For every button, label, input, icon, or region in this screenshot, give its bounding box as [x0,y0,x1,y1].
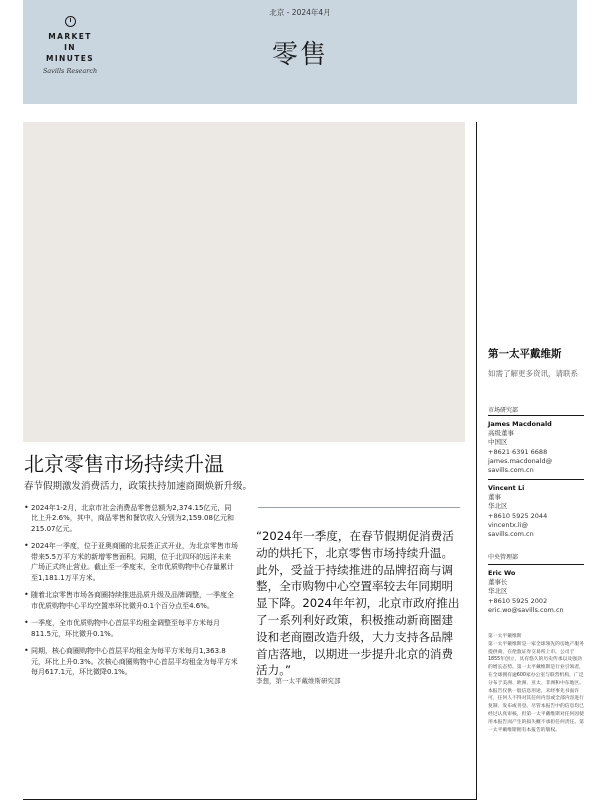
contact-name: Vincent Li [488,484,525,492]
contact-phone[interactable]: +8610 5925 2002 [488,596,548,605]
contact-region: 中国区 [488,438,508,447]
contact-card [488,420,584,475]
contact-name: Eric Wo [488,569,516,577]
contact-email-domain[interactable]: savills.com.cn [488,530,534,539]
about-title: 第一太平戴维斯 [488,634,522,639]
contact-title: 高级董事 [488,429,514,437]
sidebar-contact-note: 如需了解更多资讯，请联系 [488,369,578,378]
contact-phone[interactable]: +8621 6391 6688 [488,447,548,456]
contact-title: 董事长 [488,578,508,586]
key-point: • 2024年1-2月，北京市社会消费品零售总额为2,374.15亿元，同比上升2.6%，其中，商品零售和餐饮收入分别为2,159.08亿元和215.07亿元。 [24,503,238,534]
report-date: 北京 - 2024年4月 [269,8,331,17]
section-rule [488,479,584,480]
contact-email[interactable]: eric.wo@savills.com.cn [488,605,564,614]
contact-email[interactable]: james.macdonald@ [488,456,553,465]
contact-card [488,569,584,615]
about-text: 第一太平戴维斯是一家全球领先的房地产服务提供商，在伦敦证券交易所上市。公司于1855年创立，具有悠久的历史传承以及强劲的增长态势。第一太平戴维斯是行业引领者，在全球拥有逾600家办公室与联营机构，广泛分布于美洲、欧洲、亚太、非洲和中东地区。本报告仅供一般信息用途，未经事先书面许可，任何人不得对其任何内容或全部内容进行复制、发布或刊登。尽管本报告中的信息均已经过认真审核，但第一太平戴维斯对任何因使用本报告而产生的损失概不承担任何责任。第一太平戴维斯拥有本报告的版权。 [488,641,584,733]
section-rule [488,415,584,416]
logo-line-2: IN [64,43,76,52]
logo-line-1: MARKET [48,32,92,41]
section-rule [488,564,584,565]
section-label-management: 中央管理部 [488,554,519,561]
about-section [488,633,584,734]
contact-region: 华北区 [488,587,508,596]
contact-email[interactable]: vincentx.li@ [488,520,529,529]
sidebar-header [488,346,584,379]
key-point: • 随着北京零售市场各商圈持续推进品质升级及品牌调整，一季度全市优质购物中心平均空置率环比微升0.1个百分点至4.6%。 [24,590,238,611]
hero-image-placeholder [23,122,465,442]
logo-subtitle: Savills Research [42,67,98,75]
key-point: • 2024年一季度，位于亚奥商圈的北辰荟正式开业，为北京零售市场带来5.5万平方米的新增零售面积。同期，位于北四环的远洋未来广场正式终止营业。截止至一季度末，全市优质购物中心存量累计至1,181.1万平方米。 [24,541,238,583]
sidebar-org-name: 第一太平戴维斯 [488,348,562,360]
pull-quote: “2024年一季度，在春节假期促消费活动的烘托下，北京零售市场持续升温。此外，受益于持续推进的品牌招商与调整，全市购物中心空置率较去年同期明显下降。2024年年初，北京市政府推出了一系列利好政策，积极推动新商圈建设和老商圈改造升级，大力支持各品牌首店落地，以期进一步提升北京的消费活力。” [256,529,460,678]
contact-email-domain[interactable]: savills.com.cn [488,466,534,475]
section-label-research: 市场研究部 [488,407,519,414]
column-divider [476,122,477,800]
report-title: 零售 [271,40,328,70]
article-headline: 北京零售市场持续升温 [24,452,224,476]
contact-title: 董事 [488,493,501,501]
contact-name: James Macdonald [488,420,552,428]
contact-card [488,484,584,539]
quote-divider [258,507,460,508]
contact-phone[interactable]: +8610 5925 2044 [488,511,548,520]
header-banner [23,0,577,104]
key-points-list [24,503,238,685]
quote-attribution: 李想，第一太平戴维斯研究部 [256,677,341,685]
key-point: • 同期，核心商圈购物中心首层平均租金为每平方米每月1,363.8元，环比上升0.3%。次核心商圈购物中心首层平均租金为每平方米每月617.1元，环比微降0.1%。 [24,646,238,677]
key-point: • 一季度，全市优质购物中心首层平均租金调整至每平方米每月811.5元，环比微升0.1%。 [24,618,238,639]
logo-line-3: MINUTES [45,54,95,63]
contact-region: 华北区 [488,502,508,511]
article-subheadline: 春节假期激发消费活力，政策扶持加速商圈焕新升级。 [24,481,253,492]
